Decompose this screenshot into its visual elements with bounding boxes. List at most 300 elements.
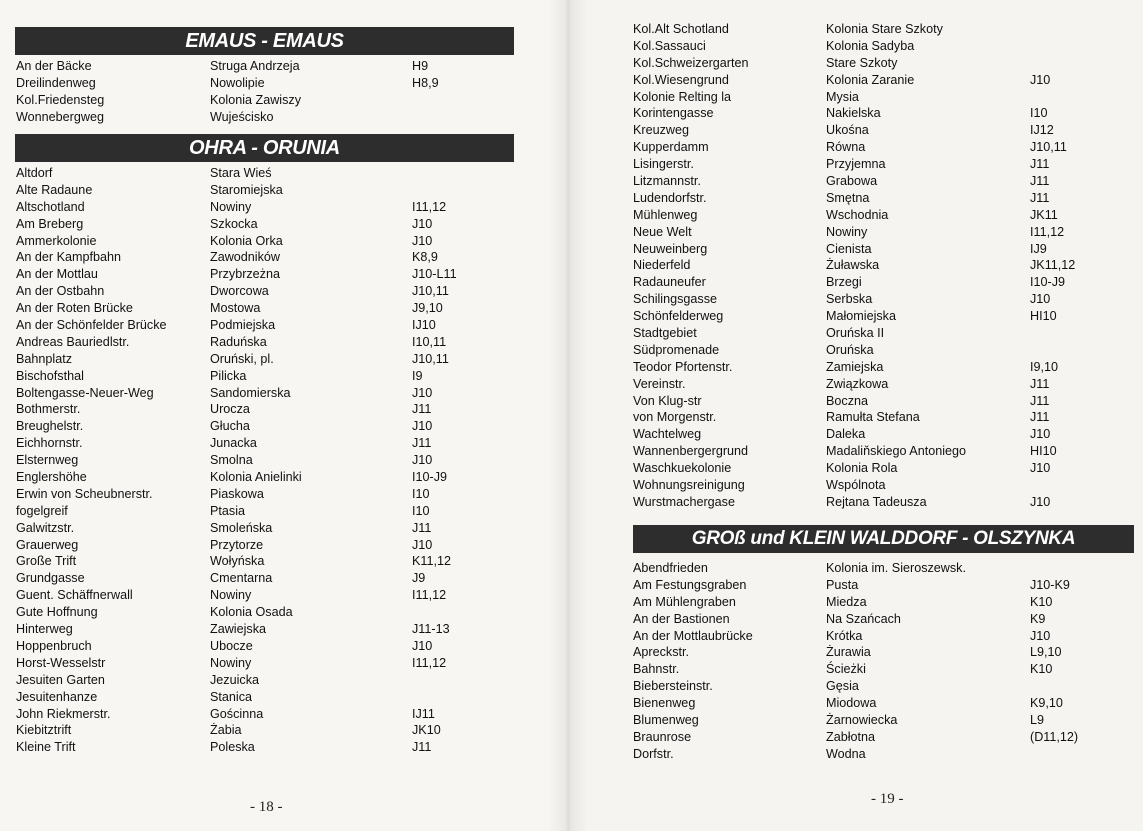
german-street-name: Kiebitztrift	[16, 723, 72, 738]
street-row	[633, 190, 1133, 207]
polish-street-name: Przyjemna	[826, 157, 886, 172]
street-row	[633, 494, 1133, 511]
german-street-name: Kol.Friedensteg	[16, 92, 105, 107]
street-row	[16, 553, 536, 570]
german-street-name: Lisingerstr.	[633, 157, 694, 172]
german-street-name: Jesuiten Garten	[16, 672, 105, 687]
polish-street-name: Nowolipie	[210, 75, 265, 90]
street-row	[16, 604, 536, 621]
map-grid-reference: HI10	[1030, 444, 1057, 459]
polish-street-name: Raduńska	[210, 334, 267, 349]
polish-street-name: Wołyńska	[210, 554, 265, 569]
german-street-name: John Riekmerstr.	[16, 706, 111, 721]
german-street-name: Wannenbergergrund	[633, 444, 749, 459]
polish-street-name: Przytorze	[210, 537, 264, 552]
map-grid-reference: J10,11	[412, 351, 449, 366]
street-row	[633, 224, 1133, 241]
map-grid-reference: K9	[1030, 611, 1046, 626]
map-grid-reference: J10	[412, 419, 433, 434]
german-street-name: Litzmannstr.	[633, 174, 701, 189]
german-street-name: Boltengasse-Neuer-Weg	[16, 385, 154, 400]
german-street-name: Am Mühlengraben	[633, 594, 736, 609]
street-row	[16, 199, 536, 216]
street-row	[16, 469, 536, 486]
german-street-name: Englershöhe	[16, 470, 87, 485]
map-grid-reference: (D11,12)	[1030, 729, 1079, 744]
polish-street-name: Kolonia Osada	[210, 605, 293, 620]
polish-street-name: Pusta	[826, 577, 859, 592]
street-row	[16, 486, 536, 503]
street-row	[16, 537, 536, 554]
german-street-name: Grundgasse	[16, 571, 85, 586]
german-street-name: Wachtelweg	[633, 427, 702, 442]
german-street-name: An der Schönfelder Brücke	[16, 318, 167, 333]
street-row	[16, 452, 536, 469]
street-row	[633, 460, 1133, 477]
polish-street-name: Nowiny	[210, 588, 252, 603]
map-grid-reference: J9,10	[412, 301, 443, 316]
polish-street-name: Mysia	[826, 89, 859, 104]
street-row	[633, 55, 1133, 72]
street-row	[16, 401, 536, 418]
polish-street-name: Gęsia	[826, 679, 859, 694]
map-grid-reference: I10,11	[412, 334, 447, 349]
german-street-name: Braunrose	[633, 729, 692, 744]
street-row	[633, 695, 1133, 712]
polish-street-name: Nakielska	[826, 106, 881, 121]
german-street-name: Alte Radaune	[16, 182, 93, 197]
street-row	[633, 409, 1133, 426]
map-grid-reference: JK11	[1030, 207, 1058, 222]
map-grid-reference: J10	[1030, 461, 1051, 476]
german-street-name: Kol.Sassauci	[633, 38, 706, 53]
map-grid-reference: IJ12	[1030, 123, 1054, 138]
street-row	[633, 173, 1133, 190]
street-row	[633, 729, 1133, 746]
map-grid-reference: J11	[1030, 157, 1050, 172]
polish-street-name: Kolonia Zaranie	[826, 72, 915, 87]
polish-street-name: Stara Wieś	[210, 166, 272, 180]
map-grid-reference: K11,12	[412, 554, 451, 569]
street-row	[633, 577, 1133, 594]
german-street-name: Horst-Wesselstr	[16, 655, 106, 670]
street-row	[633, 661, 1133, 678]
section-banner-emaus: EMAUS - EMAUS	[15, 27, 514, 55]
map-grid-reference: J9	[412, 571, 426, 586]
german-street-name: An der Ostbahn	[16, 284, 105, 299]
polish-street-name: Wujeścisko	[210, 109, 274, 124]
street-row	[633, 89, 1133, 106]
street-row	[16, 587, 536, 604]
street-row	[16, 249, 536, 266]
street-row	[16, 418, 536, 435]
section-walddorf-list	[633, 560, 1133, 763]
german-street-name: Von Klug-str	[633, 393, 702, 408]
german-street-name: Wurstmachergase	[633, 494, 735, 509]
map-grid-reference: I10	[1030, 106, 1048, 121]
polish-street-name: Poleska	[210, 740, 255, 755]
polish-street-name: Oruńska II	[826, 326, 885, 341]
polish-street-name: Kolonia Zawiszy	[210, 92, 301, 107]
german-street-name: An der Bastionen	[633, 611, 730, 626]
map-grid-reference: I9,10	[1030, 359, 1059, 374]
map-grid-reference: JK11,12	[1030, 258, 1076, 273]
map-grid-reference: I11,12	[412, 655, 447, 670]
map-grid-reference: L9,10	[1030, 645, 1062, 660]
map-grid-reference: J10	[1030, 494, 1051, 509]
map-grid-reference: J10,11	[412, 284, 449, 299]
polish-street-name: Dworcowa	[210, 284, 269, 299]
german-street-name: Dorfstr.	[633, 746, 674, 761]
street-row	[16, 233, 536, 250]
street-row	[633, 611, 1133, 628]
polish-street-name: Szkocka	[210, 216, 258, 231]
map-grid-reference: J11	[412, 402, 432, 417]
map-grid-reference: J10-K9	[1030, 577, 1070, 592]
map-grid-reference: J11	[1030, 410, 1050, 425]
map-grid-reference: J10	[1030, 628, 1051, 643]
street-row	[16, 503, 536, 520]
polish-street-name: Żabia	[210, 723, 242, 738]
polish-street-name: Kolonia Stare Szkoty	[826, 22, 943, 36]
street-row	[633, 443, 1133, 460]
polish-street-name: Nowiny	[210, 199, 252, 214]
polish-street-name: Równa	[826, 140, 866, 155]
map-grid-reference: J10	[412, 385, 433, 400]
section-ohra-list	[16, 165, 536, 756]
german-street-name: Vereinstr.	[633, 376, 686, 391]
street-row	[633, 156, 1133, 173]
german-street-name: Kol.Wiesengrund	[633, 72, 729, 87]
polish-street-name: Struga Andrzeja	[210, 59, 300, 73]
map-grid-reference: J10	[1030, 427, 1051, 442]
german-street-name: Radauneufer	[633, 275, 706, 290]
polish-street-name: Stanica	[210, 689, 253, 704]
polish-street-name: Ubocze	[210, 638, 253, 653]
german-street-name: Altdorf	[16, 166, 53, 180]
street-row	[633, 241, 1133, 258]
polish-street-name: Zawiejska	[210, 622, 266, 637]
map-grid-reference: I10	[412, 486, 430, 501]
polish-street-name: Nowiny	[826, 224, 868, 239]
german-street-name: Kupperdamm	[633, 140, 709, 155]
map-grid-reference: J11	[1030, 174, 1050, 189]
polish-street-name: Żarnowiecka	[826, 713, 898, 728]
map-grid-reference: J11	[412, 436, 432, 451]
polish-street-name: Daleka	[826, 427, 866, 442]
street-row	[16, 672, 536, 689]
map-grid-reference: IJ10	[412, 318, 436, 333]
map-grid-reference: I11,12	[412, 588, 447, 603]
left-page	[0, 0, 566, 831]
german-street-name: Bahnstr.	[633, 662, 680, 677]
polish-street-name: Sandomierska	[210, 385, 291, 400]
map-grid-reference: J10	[412, 537, 433, 552]
german-street-name: Bischofsthal	[16, 368, 84, 383]
map-grid-reference: J10-L11	[412, 267, 457, 282]
map-grid-reference: K8,9	[412, 250, 438, 265]
street-row	[633, 38, 1133, 55]
german-street-name: Wohnungsreinigung	[633, 478, 745, 493]
street-row	[633, 21, 1133, 38]
map-grid-reference: I10-J9	[412, 470, 448, 485]
map-grid-reference: JK10	[412, 723, 441, 738]
polish-street-name: Ptasia	[210, 503, 246, 518]
german-street-name: Eichhornstr.	[16, 436, 83, 451]
street-row	[16, 216, 536, 233]
german-street-name: Abendfrieden	[633, 561, 708, 575]
german-street-name: Elsternweg	[16, 453, 79, 468]
street-row	[16, 689, 536, 706]
street-row	[633, 291, 1133, 308]
map-grid-reference: I9	[412, 368, 423, 383]
german-street-name: Mühlenweg	[633, 207, 698, 222]
map-grid-reference: I10	[412, 503, 430, 518]
map-grid-reference: K9,10	[1030, 696, 1063, 711]
street-row	[16, 520, 536, 537]
street-row	[16, 621, 536, 638]
map-grid-reference: K10	[1030, 594, 1053, 609]
street-row	[633, 594, 1133, 611]
german-street-name: von Morgenstr.	[633, 410, 717, 425]
map-grid-reference: I10-J9	[1030, 275, 1066, 290]
map-grid-reference: I11,12	[412, 199, 447, 214]
polish-street-name: Cienista	[826, 241, 872, 256]
map-grid-reference: J11-13	[412, 622, 450, 637]
german-street-name: An der Roten Brücke	[16, 301, 133, 316]
german-street-name: Ludendorfstr.	[633, 190, 707, 205]
street-row	[633, 274, 1133, 291]
polish-street-name: Smętna	[826, 190, 870, 205]
german-street-name: Blumenweg	[633, 713, 699, 728]
polish-street-name: Madaliňskiego Antoniego	[826, 444, 967, 459]
german-street-name: Waschkuekolonie	[633, 461, 732, 476]
polish-street-name: Kolonia Anielinki	[210, 470, 302, 485]
polish-street-name: Przybrzeżna	[210, 267, 280, 282]
german-street-name: Hinterweg	[16, 622, 73, 637]
street-row	[16, 655, 536, 672]
polish-street-name: Ścieżki	[826, 662, 866, 677]
street-row	[16, 266, 536, 283]
polish-street-name: Oruński, pl.	[210, 351, 274, 366]
page-number-left: - 18 -	[250, 799, 283, 815]
german-street-name: Apreckstr.	[633, 645, 689, 660]
street-row	[16, 182, 536, 199]
polish-street-name: Urocza	[210, 402, 250, 417]
map-grid-reference: I11,12	[1030, 224, 1065, 239]
map-grid-reference: H8,9	[412, 75, 439, 90]
street-row	[16, 706, 536, 723]
street-row	[16, 300, 536, 317]
german-street-name: Hoppenbruch	[16, 638, 92, 653]
map-grid-reference: J11	[1030, 376, 1050, 391]
street-row	[633, 712, 1133, 729]
street-row	[633, 122, 1133, 139]
german-street-name: Erwin von Scheubnerstr.	[16, 486, 153, 501]
map-grid-reference: J10	[412, 216, 433, 231]
german-street-name: Niederfeld	[633, 258, 691, 273]
german-street-name: Guent. Schäffnerwall	[16, 588, 133, 603]
polish-street-name: Wspólnota	[826, 478, 886, 493]
german-street-name: An der Mottlau	[16, 267, 98, 282]
section-banner-ohra: OHRA - ORUNIA	[15, 134, 514, 162]
german-street-name: Am Festungsgraben	[633, 577, 747, 592]
street-row	[633, 376, 1133, 393]
right-page	[566, 0, 1143, 831]
street-row	[16, 739, 536, 756]
german-street-name: fogelgreif	[16, 503, 68, 518]
polish-street-name: Smoleńska	[210, 520, 273, 535]
german-street-name: Stadtgebiet	[633, 326, 697, 341]
map-grid-reference: J11	[412, 740, 432, 755]
map-grid-reference: J10,11	[1030, 140, 1067, 155]
street-row	[16, 722, 536, 739]
map-grid-reference: IJ9	[1030, 241, 1047, 256]
polish-street-name: Serbska	[826, 292, 873, 307]
street-row	[633, 393, 1133, 410]
german-street-name: Neue Welt	[633, 224, 692, 239]
polish-street-name: Kolonia im. Sieroszewsk.	[826, 561, 966, 575]
german-street-name: Südpromenade	[633, 342, 720, 357]
street-row	[633, 359, 1133, 376]
polish-street-name: Gościnna	[210, 706, 264, 721]
street-row	[633, 72, 1133, 89]
street-row	[633, 207, 1133, 224]
german-street-name: Jesuitenhanze	[16, 689, 98, 704]
street-row	[633, 746, 1133, 763]
polish-street-name: Głucha	[210, 419, 250, 434]
section-banner-walddorf: GROß und KLEIN WALDDORF - OLSZYNKA	[633, 525, 1134, 553]
german-street-name: Kol.Alt Schotland	[633, 22, 729, 36]
polish-street-name: Jezuicka	[210, 672, 259, 687]
german-street-name: Korintengasse	[633, 106, 714, 121]
page-number-right: - 19 -	[871, 791, 904, 807]
polish-street-name: Mostowa	[210, 301, 261, 316]
polish-street-name: Miodowa	[826, 696, 877, 711]
street-row	[633, 105, 1133, 122]
german-street-name: Andreas Bauriedlstr.	[16, 334, 130, 349]
street-row	[16, 334, 536, 351]
continued-street-list	[633, 21, 1133, 511]
german-street-name: Am Breberg	[16, 216, 84, 231]
street-row	[633, 628, 1133, 645]
polish-street-name: Miedza	[826, 594, 867, 609]
german-street-name: Grauerweg	[16, 537, 79, 552]
map-grid-reference: IJ11	[412, 706, 435, 721]
map-grid-reference: J11	[412, 520, 432, 535]
german-street-name: Kleine Trift	[16, 740, 76, 755]
polish-street-name: Podmiejska	[210, 318, 276, 333]
map-grid-reference: L9	[1030, 713, 1045, 728]
street-row	[16, 92, 536, 109]
german-street-name: Kolonie Relting la	[633, 89, 732, 104]
street-row	[16, 570, 536, 587]
street-row	[633, 477, 1133, 494]
map-grid-reference: J11	[1030, 393, 1050, 408]
polish-street-name: Związkowa	[826, 376, 889, 391]
street-row	[16, 283, 536, 300]
polish-street-name: Grabowa	[826, 174, 878, 189]
polish-street-name: Zawodników	[210, 250, 280, 265]
german-street-name: Kol.Schweizergarten	[633, 55, 749, 70]
polish-street-name: Krótka	[826, 628, 863, 643]
street-row	[633, 257, 1133, 274]
polish-street-name: Zabłotna	[826, 729, 876, 744]
street-row	[16, 109, 536, 126]
map-grid-reference: J10	[412, 233, 433, 248]
polish-street-name: Cmentarna	[210, 571, 273, 586]
german-street-name: Schönfelderweg	[633, 309, 724, 324]
german-street-name: Kreuzweg	[633, 123, 690, 138]
street-row	[633, 560, 1133, 577]
polish-street-name: Pilicka	[210, 368, 247, 383]
polish-street-name: Ramułta Stefana	[826, 410, 920, 425]
german-street-name: Altschotland	[16, 199, 85, 214]
german-street-name: An der Mottlaubrücke	[633, 628, 753, 643]
street-row	[633, 139, 1133, 156]
map-grid-reference: K10	[1030, 662, 1053, 677]
street-row	[633, 644, 1133, 661]
map-grid-reference: J10	[1030, 72, 1051, 87]
german-street-name: Teodor Pfortenstr.	[633, 359, 733, 374]
street-row	[16, 368, 536, 385]
map-grid-reference: HI10	[1030, 309, 1057, 324]
street-row	[633, 325, 1133, 342]
street-row	[16, 58, 536, 75]
polish-street-name: Staromiejska	[210, 182, 283, 197]
german-street-name: An der Bäcke	[16, 59, 92, 73]
german-street-name: Galwitzstr.	[16, 520, 75, 535]
polish-street-name: Nowiny	[210, 655, 252, 670]
polish-street-name: Wschodnia	[826, 207, 889, 222]
german-street-name: Bienenweg	[633, 696, 696, 711]
map-grid-reference: J10	[1030, 292, 1051, 307]
polish-street-name: Małomiejska	[826, 309, 896, 324]
polish-street-name: Junacka	[210, 436, 257, 451]
german-street-name: Dreilindenweg	[16, 75, 96, 90]
german-street-name: Ammerkolonie	[16, 233, 97, 248]
section-emaus-list	[16, 58, 536, 126]
german-street-name: Wonnebergweg	[16, 109, 104, 124]
street-row	[16, 75, 536, 92]
map-grid-reference: J10	[412, 453, 433, 468]
street-row	[16, 165, 536, 182]
german-street-name: Neuweinberg	[633, 241, 708, 256]
street-row	[16, 385, 536, 402]
polish-street-name: Kolonia Rola	[826, 461, 898, 476]
german-street-name: Große Trift	[16, 554, 77, 569]
street-row	[633, 342, 1133, 359]
street-row	[633, 426, 1133, 443]
polish-street-name: Kolonia Orka	[210, 233, 283, 248]
street-row	[633, 308, 1133, 325]
street-row	[16, 317, 536, 334]
german-street-name: Gute Hoffnung	[16, 605, 98, 620]
street-row	[633, 678, 1133, 695]
street-row	[16, 351, 536, 368]
map-grid-reference: J10	[412, 638, 433, 653]
german-street-name: Schilingsgasse	[633, 292, 718, 307]
german-street-name: An der Kampfbahn	[16, 250, 122, 265]
map-grid-reference: J11	[1030, 190, 1050, 205]
polish-street-name: Brzegi	[826, 275, 862, 290]
map-grid-reference: H9	[412, 59, 429, 73]
polish-street-name: Kolonia Sadyba	[826, 38, 915, 53]
polish-street-name: Rejtana Tadeusza	[826, 494, 927, 509]
polish-street-name: Na Szańcach	[826, 611, 901, 626]
german-street-name: Biebersteinstr.	[633, 679, 713, 694]
polish-street-name: Piaskowa	[210, 486, 264, 501]
